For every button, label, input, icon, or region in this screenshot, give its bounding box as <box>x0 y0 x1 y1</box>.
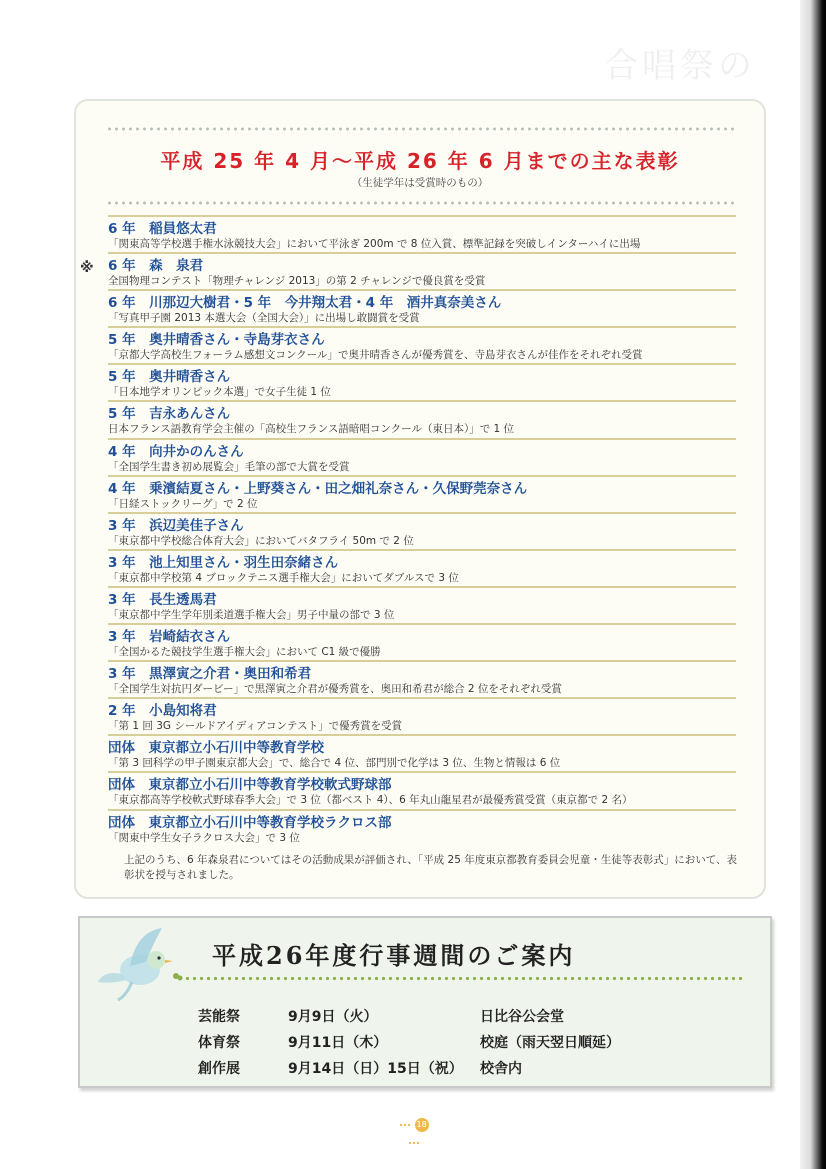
event-venue: 校舎内 <box>480 1061 522 1077</box>
award-item <box>108 512 736 549</box>
award-item <box>108 660 736 697</box>
award-description: 「東京都中学校総合体育大会」においてバタフライ 50m で 2 位 <box>108 534 414 547</box>
award-item <box>108 363 736 400</box>
award-description: 「写真甲子園 2013 本選大会（全国大会）」に出場し敢闘賞を受賞 <box>108 312 420 325</box>
asterisk-mark: ※ <box>80 260 94 277</box>
bird-illustration-icon <box>96 926 192 1002</box>
award-recipient: 3 年 黒澤寅之介君・奥田和希君 <box>108 666 312 683</box>
award-item <box>108 326 736 363</box>
award-recipient: 2 年 小島知将君 <box>108 703 217 720</box>
dotted-divider-under-title <box>106 201 736 205</box>
awards-title: 平成 25 年 4 月～平成 26 年 6 月までの主な表彰 <box>160 149 680 173</box>
award-item <box>108 697 736 734</box>
award-description: 「第 1 回 3G シールドアイディアコンテスト」で優秀賞を受賞 <box>108 720 403 733</box>
event-name: 体育祭 <box>198 1035 240 1051</box>
award-description: 「東京都中学校第 4 ブロックテニス選手権大会」においてダブルスで 3 位 <box>108 571 459 584</box>
award-recipient: 6 年 森 泉君 <box>108 258 204 275</box>
award-description: 「全国学生書き初め展覧会」毛筆の部で大賞を受賞 <box>108 460 350 473</box>
award-item <box>80 252 736 289</box>
event-date: 9月9日（火） <box>288 1009 378 1025</box>
awards-panel <box>74 99 766 899</box>
award-recipient: 6 年 川那辺大樹君・5 年 今井翔太君・4 年 酒井真奈美さん <box>108 295 502 312</box>
award-recipient: 4 年 乗濱結夏さん・上野葵さん・田之畑礼奈さん・久保野莞奈さん <box>108 480 528 497</box>
awards-subtitle: （生徒学年は受賞時のもの） <box>351 177 489 189</box>
event-name: 芸能祭 <box>198 1009 240 1025</box>
event-date: 9月14日（日）15日（祝） <box>288 1061 463 1077</box>
award-recipient: 6 年 稲員悠太君 <box>108 221 217 237</box>
events-panel <box>78 916 772 1088</box>
event-date: 9月11日（木） <box>288 1035 388 1051</box>
award-description: 「関東高等学校選手権水泳競技大会」において平泳ぎ 200m で 8 位入賞、標準記録を突破しインターハイに出場 <box>108 238 641 250</box>
award-recipient: 団体 東京都立小石川中等教育学校軟式野球部 <box>108 777 392 794</box>
award-recipient: 3 年 浜辺美佳子さん <box>108 517 244 534</box>
award-recipient: 3 年 岩崎結衣さん <box>108 629 231 646</box>
award-recipient: 3 年 池上知里さん・羽生田奈緒さん <box>108 554 339 571</box>
award-list <box>80 215 736 846</box>
award-recipient: 5 年 奥井晴香さん・寺島芽衣さん <box>108 332 325 349</box>
award-description: 「東京都中学生学年別柔道選手権大会」男子中量の部で 3 位 <box>108 608 395 621</box>
award-description: 全国物理コンテスト「物理チャレンジ 2013」の第 2 チャレンジで優良賞を受賞 <box>108 275 486 288</box>
page-edge-shadow <box>800 0 826 1169</box>
award-recipient: 団体 東京都立小石川中等教育学校ラクロス部 <box>108 814 392 831</box>
award-description: 「日本地学オリンピック本選」で女子生徒 1 位 <box>108 386 331 399</box>
award-item <box>108 400 736 437</box>
award-recipient: 5 年 吉永あんさん <box>108 406 231 423</box>
events-title: 平成26年度行事週間のご案内 <box>212 941 576 970</box>
award-item <box>108 438 736 475</box>
award-description: 「全国学生対抗円ダービー」で黒澤寅之介君が優秀賞を、奥田和希君が総合 2 位をそれぞれ受賞 <box>108 683 562 696</box>
award-recipient: 団体 東京都立小石川中等教育学校 <box>108 740 324 757</box>
award-recipient: 3 年 長生透馬君 <box>108 591 217 608</box>
award-description: 日本フランス語教育学会主催の「高校生フランス語暗唱コンクール（東日本）」で 1 位 <box>108 423 515 436</box>
award-item <box>108 475 736 512</box>
award-description: 「第 3 回科学の甲子園東京都大会」で、総合で 4 位、部門別で化学は 3 位、生物と情報は 6 位 <box>108 757 561 770</box>
award-recipient: 4 年 向井かのんさん <box>108 443 244 460</box>
award-item <box>108 734 736 771</box>
event-venue: 日比谷公会堂 <box>480 1009 564 1025</box>
page-number-badge: 18 <box>415 1118 429 1132</box>
award-item <box>108 809 736 846</box>
event-venue: 校庭（雨天翌日順延） <box>480 1035 620 1051</box>
page-number <box>392 1117 436 1135</box>
award-description: 「日経ストックリーグ」で 2 位 <box>108 497 258 510</box>
awards-footnote: 上記のうち、6 年森泉君についてはその活動成果が評価され、「平成 25 年度東京都教育委員会児童・生徒等表彰式」において、表彰状を授与されました。 <box>124 854 738 881</box>
page-number-dots-right <box>408 1142 420 1144</box>
dotted-divider-top <box>106 127 736 131</box>
award-item <box>108 215 736 252</box>
page-number-dots-left <box>399 1124 411 1126</box>
dotted-divider-green <box>184 976 746 981</box>
award-item <box>108 623 736 660</box>
award-item <box>108 289 736 326</box>
award-description: 「京都大学高校生フォーラム感想文コンクール」で奥井晴香さんが優秀賞を、寺島芽衣さんが佳作をそれぞれ受賞 <box>108 349 643 362</box>
event-name: 創作展 <box>198 1061 240 1077</box>
award-item <box>108 586 736 623</box>
award-description: 「関東中学生女子ラクロス大会」で 3 位 <box>108 831 300 844</box>
award-item <box>108 771 736 808</box>
award-item <box>108 549 736 586</box>
award-recipient: 5 年 奥井晴香さん <box>108 369 231 386</box>
award-description: 「全国かるた競技学生選手権大会」において C1 級で優勝 <box>108 646 381 659</box>
faded-background-heading: 合唱祭の <box>604 46 756 86</box>
award-description: 「東京都高等学校軟式野球春季大会」で 3 位（都ベスト 4）、6 年丸山龍星君が最優秀賞受賞（東京都で 2 名） <box>108 794 633 807</box>
